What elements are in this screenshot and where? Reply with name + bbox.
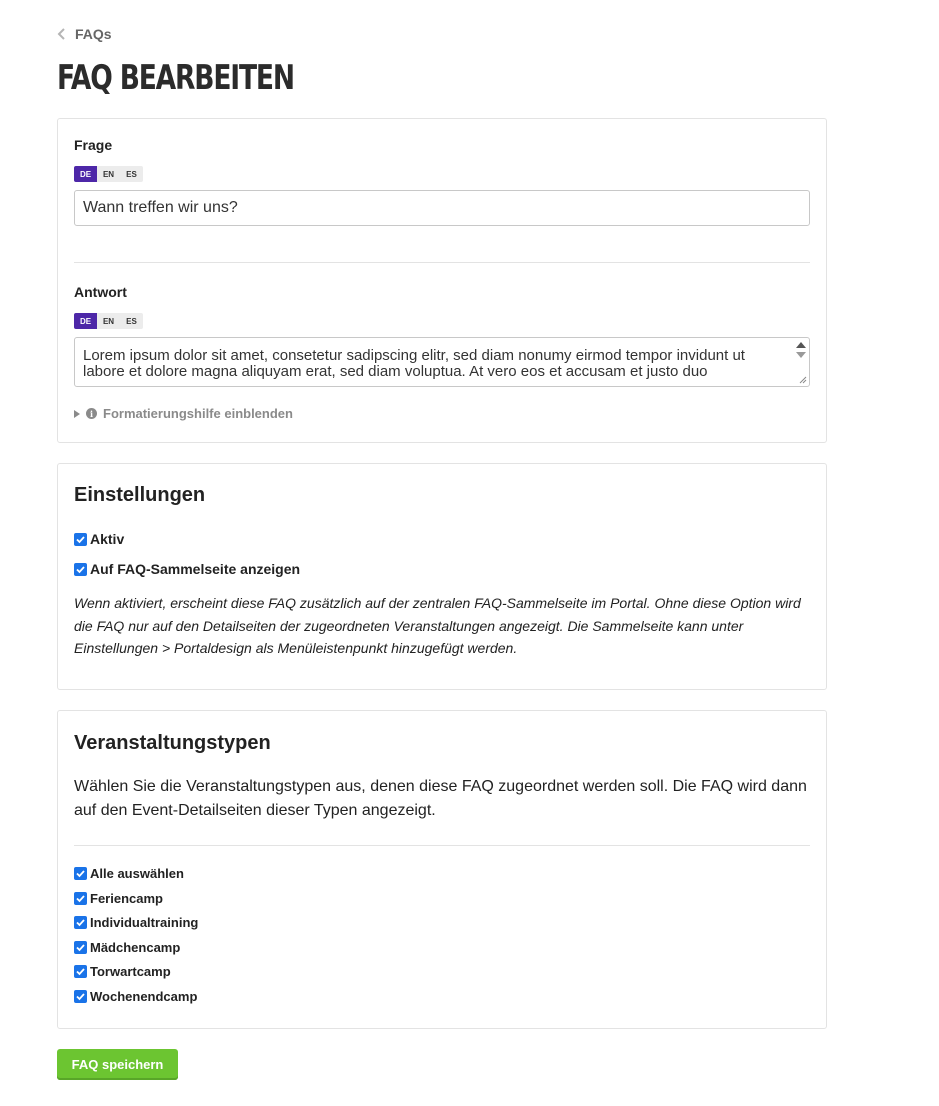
- faq-content-card: [57, 118, 827, 443]
- type-checkbox-row[interactable]: [74, 891, 163, 906]
- save-faq-button[interactable]: FAQ speichern: [57, 1049, 178, 1080]
- answer-lang-tab-es[interactable]: ES: [120, 313, 143, 329]
- answer-textarea[interactable]: [74, 337, 810, 387]
- active-checkbox[interactable]: [74, 533, 87, 546]
- event-types-description: Wählen Sie die Veranstaltungstypen aus, denen diese FAQ zugeordnet werden soll. Die FAQ wird dann auf den Event-Detailseiten dieser Typen angezeigt.: [74, 778, 807, 819]
- checkmark-icon: [75, 534, 86, 545]
- type-checkbox-row[interactable]: [74, 915, 198, 930]
- info-icon: i: [86, 408, 97, 419]
- event-types-card: [57, 710, 827, 1029]
- checkmark-icon: [75, 917, 86, 928]
- type-checkbox[interactable]: [74, 965, 87, 978]
- question-language-tabs: [74, 166, 143, 182]
- checkmark-icon: [75, 564, 86, 575]
- resize-grip-icon[interactable]: [797, 374, 807, 384]
- answer-lang-tab-de[interactable]: DE: [74, 313, 97, 329]
- answer-language-tabs: [74, 313, 143, 329]
- type-checkbox-row[interactable]: [74, 989, 197, 1004]
- settings-card: [57, 463, 827, 690]
- type-label: Individualtraining: [90, 915, 199, 930]
- checkmark-icon: [75, 942, 86, 953]
- type-checkbox[interactable]: [74, 941, 87, 954]
- checkmark-icon: [75, 966, 86, 977]
- type-checkbox-row[interactable]: [74, 866, 184, 881]
- answer-lang-tab-en[interactable]: EN: [97, 313, 120, 329]
- type-checkbox[interactable]: [74, 916, 87, 929]
- select-all-checkbox[interactable]: [74, 867, 87, 880]
- event-types-title: Veranstaltungstypen: [74, 732, 271, 754]
- type-checkbox-row[interactable]: [74, 964, 171, 979]
- active-label: Aktiv: [90, 531, 125, 547]
- type-label: Mädchencamp: [90, 940, 181, 955]
- active-checkbox-row[interactable]: [74, 531, 124, 547]
- type-label: Wochenendcamp: [90, 989, 198, 1004]
- type-checkbox-row[interactable]: [74, 940, 180, 955]
- question-lang-tab-de[interactable]: DE: [74, 166, 97, 182]
- format-help-toggle[interactable]: [74, 406, 293, 421]
- divider: [74, 845, 810, 846]
- checkmark-icon: [75, 991, 86, 1002]
- question-lang-tab-es[interactable]: ES: [120, 166, 143, 182]
- checkmark-icon: [75, 868, 86, 879]
- question-label: Frage: [74, 137, 113, 153]
- settings-title: Einstellungen: [74, 484, 206, 506]
- format-help-label: Formatierungshilfe einblenden: [103, 406, 293, 421]
- collection-page-label: Auf FAQ-Sammelseite anzeigen: [90, 561, 301, 577]
- page-title: FAQ BEARBEITEN: [57, 58, 294, 98]
- chevron-left-icon: [57, 26, 67, 42]
- breadcrumb-back-link[interactable]: [57, 26, 112, 42]
- type-label: Feriencamp: [90, 891, 163, 906]
- type-checkbox[interactable]: [74, 892, 87, 905]
- type-label: Alle auswählen: [90, 866, 184, 881]
- expand-triangle-icon: [74, 410, 80, 418]
- divider: [74, 262, 810, 263]
- scroll-down-icon[interactable]: [796, 352, 806, 358]
- checkmark-icon: [75, 893, 86, 904]
- type-checkbox[interactable]: [74, 990, 87, 1003]
- collection-checkbox-row[interactable]: [74, 561, 300, 577]
- collection-page-checkbox[interactable]: [74, 563, 87, 576]
- answer-label: Antwort: [74, 284, 127, 300]
- breadcrumb-label: FAQs: [75, 26, 112, 42]
- question-input[interactable]: Wann treffen wir uns?: [74, 190, 810, 226]
- type-label: Torwartcamp: [90, 964, 171, 979]
- scroll-up-icon[interactable]: [796, 342, 806, 348]
- question-lang-tab-en[interactable]: EN: [97, 166, 120, 182]
- answer-text: Lorem ipsum dolor sit amet, consetetur sadipscing elitr, sed diam nonumy eirmod tempor invidunt ut labore et dolore magna aliquyam erat, sed diam voluptua. At vero eos et accusam et justo duo: [83, 347, 745, 380]
- collection-page-note: Wenn aktiviert, erscheint diese FAQ zusätzlich auf der zentralen FAQ-Sammelseite im Portal. Ohne diese Option wird die FAQ nur auf den Detailseiten der zugeordneten Veranstaltungen angezeigt. Die Sammelseite kann unter Einstellungen > Portaldesign als Menüleistenpunkt hinzugefügt werden.: [74, 595, 801, 656]
